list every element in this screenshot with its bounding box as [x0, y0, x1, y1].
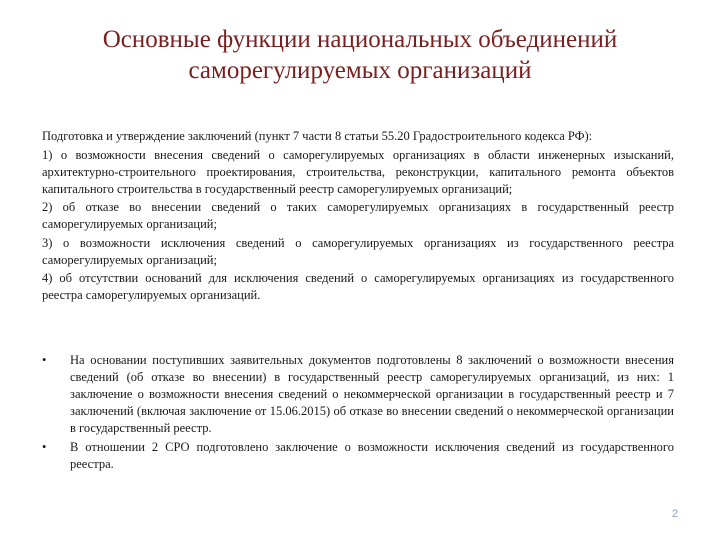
bullet-item-2: [42, 439, 674, 473]
bullet-item-1: [42, 352, 674, 437]
intro-paragraph: Подготовка и утверждение заключений (пункт 7 части 8 статьи 55.20 Градостроительного кодекса РФ):: [42, 129, 593, 143]
bullet-text-2: В отношении 2 СРО подготовлено заключение о возможности исключения сведений из государственного реестра.: [70, 439, 674, 471]
bullet-marker: •: [42, 439, 47, 454]
slide-title-line-2: саморегулируемых организаций: [188, 57, 532, 84]
bullet-text-1: На основании поступивших заявительных документов подготовлены 8 заключений о возможности внесения сведений (об отказе во внесении) в государственный реестр саморегулируемых организаций, из них: 1 заключение о возможности внесения сведений о некоммерческой организации в государственный реестр и 7 заключений (включая заключение от 15.06.2015) об отказе во внесении сведений о некоммерческой организации в государственный реестр.: [70, 353, 674, 435]
numbered-item-4: 4) об отсутствии оснований для исключения сведений о саморегулируемых организациях из государственного реестра саморегулируемых организаций.: [42, 271, 674, 302]
slide-body: [42, 128, 674, 306]
numbered-item-3: 3) о возможности исключения сведений о саморегулируемых организациях из государственного реестра саморегулируемых организаций;: [42, 235, 674, 267]
slide-title-line-1: Основные функции национальных объединений: [102, 26, 618, 53]
page-number: 2: [671, 508, 678, 520]
slide-title: [60, 24, 660, 86]
numbered-item-1: 1) о возможности внесения сведений о саморегулируемых организациях в области инженерных изысканий, архитектурно-строительного проектирования, строительства, реконструкции, капитального ремонта объектов капитального строительства в государственный реестр саморегулируемых организаций;: [42, 147, 674, 196]
bullet-marker: •: [42, 353, 47, 367]
bullet-list: [42, 352, 674, 474]
numbered-item-2: 2) об отказе во внесении сведений о таких саморегулируемых организациях в государственный реестр саморегулируемых организаций;: [42, 200, 674, 231]
